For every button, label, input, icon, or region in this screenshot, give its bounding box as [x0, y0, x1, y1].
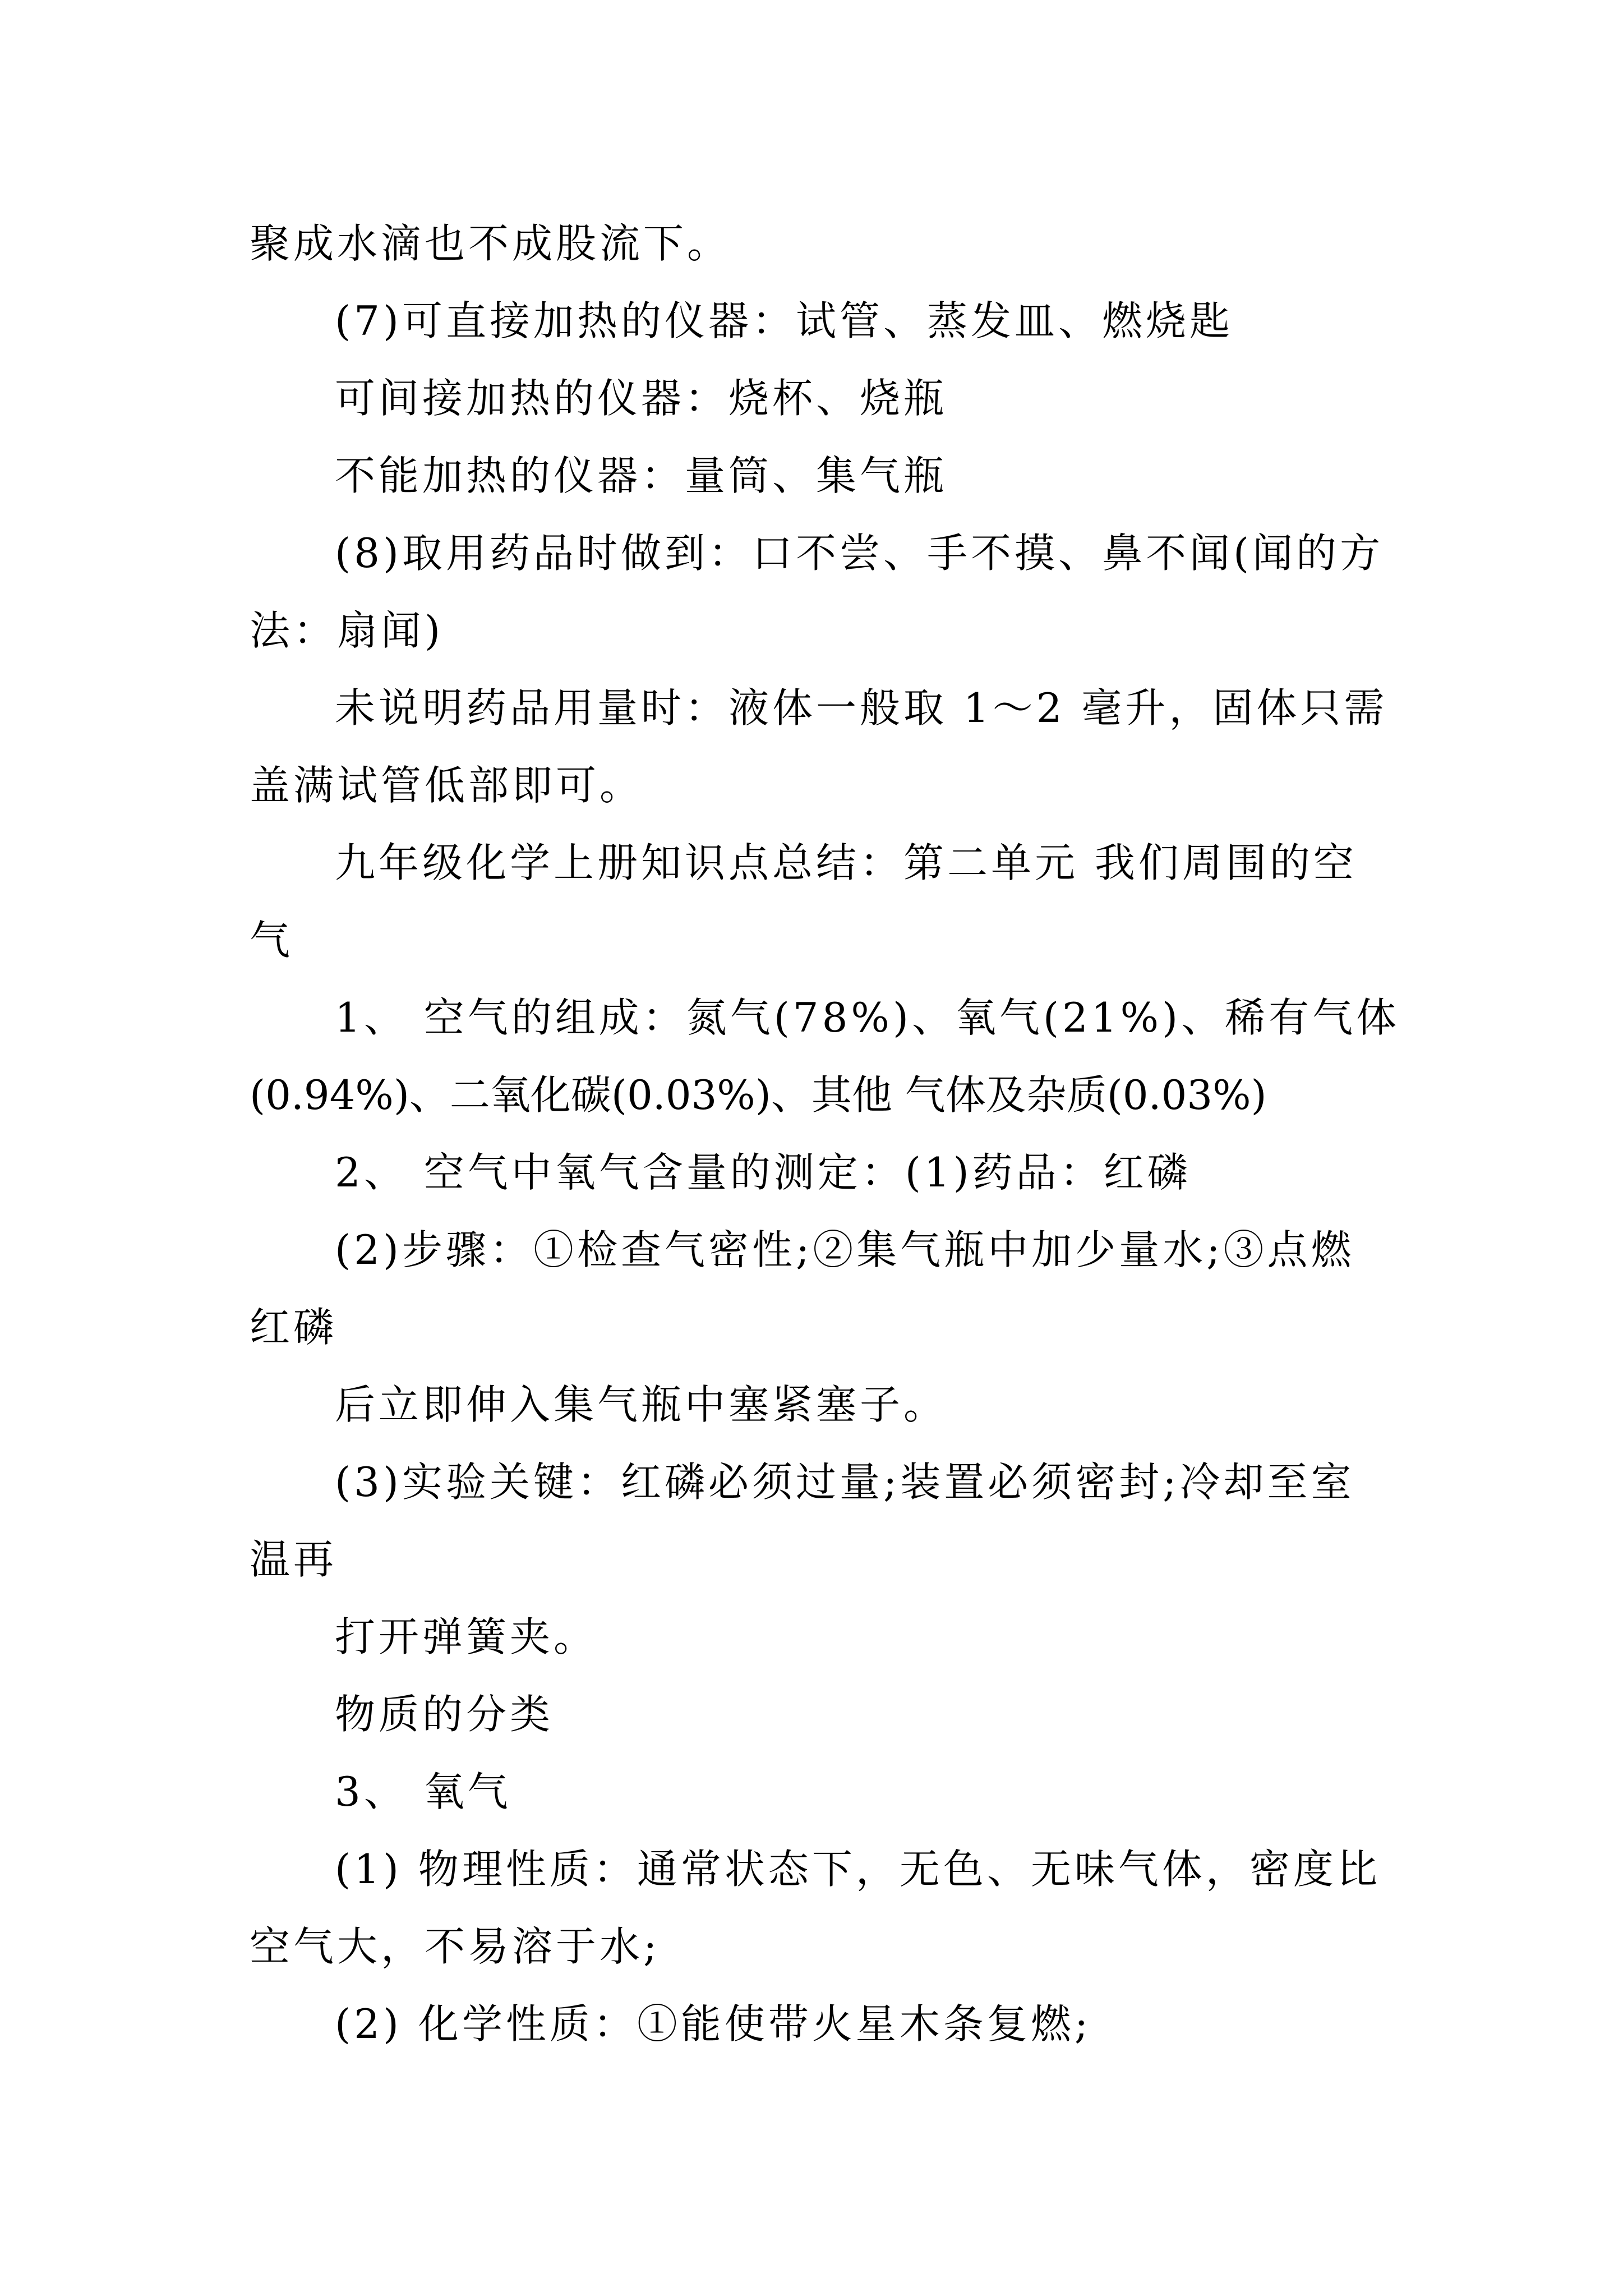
text-line-23: 空气大，不易溶于水; [250, 1923, 661, 1970]
text-line-19: 打开弹簧夹。 [335, 1613, 598, 1660]
text-line-22: (1) 物理性质：通常状态下，无色、无味气体，密度比 [335, 1846, 1381, 1893]
text-line-10: 气 [250, 917, 294, 964]
text-line-24: (2) 化学性质：①能使带火星木条复燃; [335, 2000, 1092, 2047]
text-line-6: 法：扇闻) [250, 607, 444, 654]
text-line-18: 温再 [250, 1536, 338, 1583]
text-line-12: (0.94%)、二氧化碳(0.03%)、其他 气体及杂质(0.03%) [250, 1071, 1267, 1119]
text-line-21: 3、 氧气 [335, 1768, 511, 1815]
text-line-14: (2)步骤：①检查气密性;②集气瓶中加少量水;③点燃 [335, 1226, 1355, 1273]
text-line-1: 聚成水滴也不成股流下。 [250, 220, 731, 267]
text-line-20: 物质的分类 [335, 1691, 554, 1738]
text-line-2: (7)可直接加热的仪器：试管、蒸发皿、燃烧匙 [335, 297, 1233, 344]
text-line-15: 红磷 [250, 1304, 338, 1351]
text-line-3: 可间接加热的仪器：烧杯、烧瓶 [335, 375, 948, 422]
text-line-8: 盖满试管低部即可。 [250, 762, 644, 809]
text-line-4: 不能加热的仪器：量筒、集气瓶 [335, 452, 948, 499]
text-line-5: (8)取用药品时做到：口不尝、手不摸、鼻不闻(闻的方 [335, 530, 1384, 577]
text-line-9: 九年级化学上册知识点总结：第二单元 我们周围的空 [335, 839, 1357, 886]
text-line-17: (3)实验关键：红磷必须过量;装置必须密封;冷却至室 [335, 1458, 1355, 1506]
text-line-7: 未说明药品用量时：液体一般取 1～2 毫升，固体只需 [335, 684, 1388, 731]
text-line-11: 1、 空气的组成：氮气(78%)、氧气(21%)、稀有气体 [335, 994, 1400, 1041]
text-line-16: 后立即伸入集气瓶中塞紧塞子。 [335, 1381, 948, 1428]
text-line-13: 2、 空气中氧气含量的测定：(1)药品：红磷 [335, 1149, 1191, 1196]
